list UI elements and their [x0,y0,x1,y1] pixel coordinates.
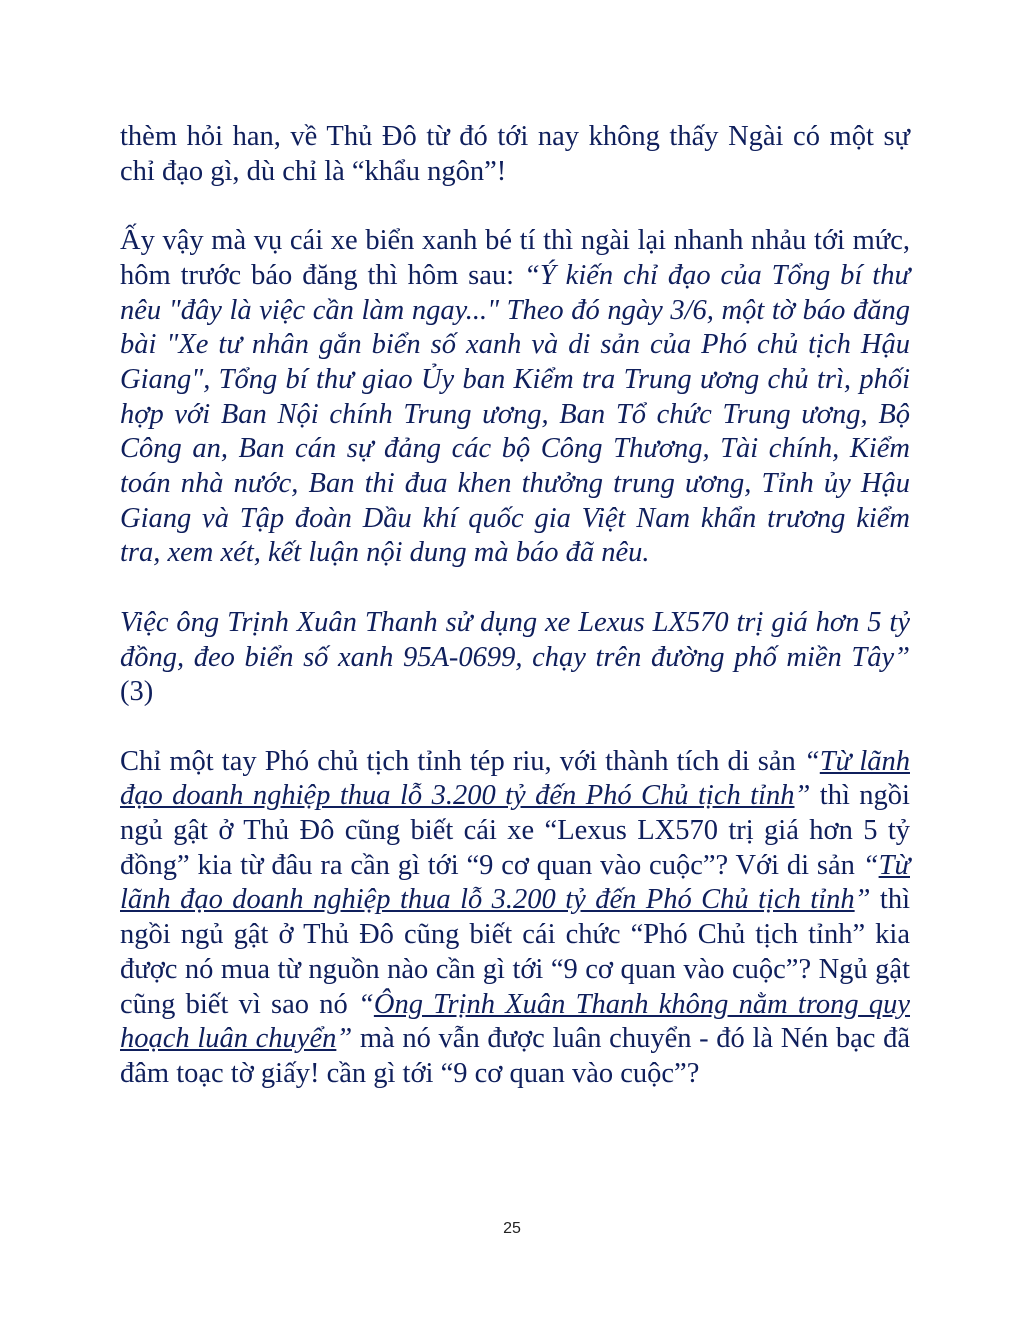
quoted-text: “Ý kiến chỉ đạo của Tổng bí thư nêu "đây là việc cần làm ngay..." Theo đó ngày 3/6, một tờ báo đăng bài "Xe tư nhân gắn biển số xanh và di sản của Phó chủ tịch Hậu Giang", Tổng bí thư giao Ủy ban Kiểm tra Trung ương chủ trì, phối hợp với Ban Nội chính Trung ương, Ban Tổ chức Trung ương, Bộ Công an, Ban cán sự đảng các bộ Công Thương, Tài chính, Kiểm toán nhà nước, Ban thi đua khen thưởng trung ương, Tỉnh ủy Hậu Giang và Tập đoàn Dầu khí quốc gia Việt Nam khẩn trương kiểm tra, xem xét, kết luận nội dung mà báo đã nêu. [120,259,910,569]
quote-mark: “ [803,745,820,777]
document-body [120,120,910,1126]
paragraph-2 [120,224,910,571]
quote-mark: “ [862,849,879,881]
quote-mark: “ [358,988,374,1020]
paragraph-3 [120,606,910,710]
citation-ref: (3) [120,676,154,708]
quote-mark: ” [794,780,811,812]
quote-mark: ” [336,1023,353,1055]
text-segment: thèm hỏi han, về Thủ Đô từ đó tới nay không thấy Ngài có một sự chỉ đạo gì, dù chỉ là “khẩu ngôn”! [120,121,910,187]
text-segment: mà nó vẫn được luân chuyển - đó là Nén bạc đã đâm toạc tờ giấy! cần gì tới “9 cơ quan vào cuộc”? [120,1023,910,1089]
text-segment: thì ngồi ngủ gật ở Thủ Đô cũng biết cái chức “Phó Chủ tịch tỉnh” kia được nó mua từ nguồn nào cần gì tới “9 cơ quan vào cuộc”? Ngủ gật cũng biết vì sao nó [120,884,911,1020]
paragraph-4 [120,745,910,1092]
quoted-text: Việc ông Trịnh Xuân Thanh sử dụng xe Lexus LX570 trị giá hơn 5 tỷ đồng, đeo biển số xanh 95A-0699, chạy trên đường phố miền Tây” [120,606,910,673]
underlined-quote-text: Từ lãnh đạo doanh nghiệp thua lỗ 3.200 tỷ đến Phó Chủ tịch tỉnh [120,745,910,812]
paragraph-1 [120,120,910,189]
quote-mark: ” [854,884,871,916]
text-segment: Ấy vậy mà vụ cái xe biển xanh bé tí thì ngài lại nhanh nhảu tới mức, hôm trước báo đăng thì hôm sau: [120,225,910,291]
page-number: 25 [503,1220,521,1237]
text-segment: Chỉ một tay Phó chủ tịch tỉnh tép riu, với thành tích di sản [120,745,804,777]
text-segment: thì ngồi ngủ gật ở Thủ Đô cũng biết cái xe “Lexus LX570 trị giá hơn 5 tỷ đồng” kia từ đâu ra cần gì tới “9 cơ quan vào cuộc”? Với di sản [120,780,910,881]
underlined-quote-text: Từ lãnh đạo doanh nghiệp thua lỗ 3.200 tỷ đến Phó Chủ tịch tỉnh [120,849,910,916]
underlined-quote-text: Ông Trịnh Xuân Thanh không nằm trong quy hoạch luân chuyển [120,988,910,1055]
